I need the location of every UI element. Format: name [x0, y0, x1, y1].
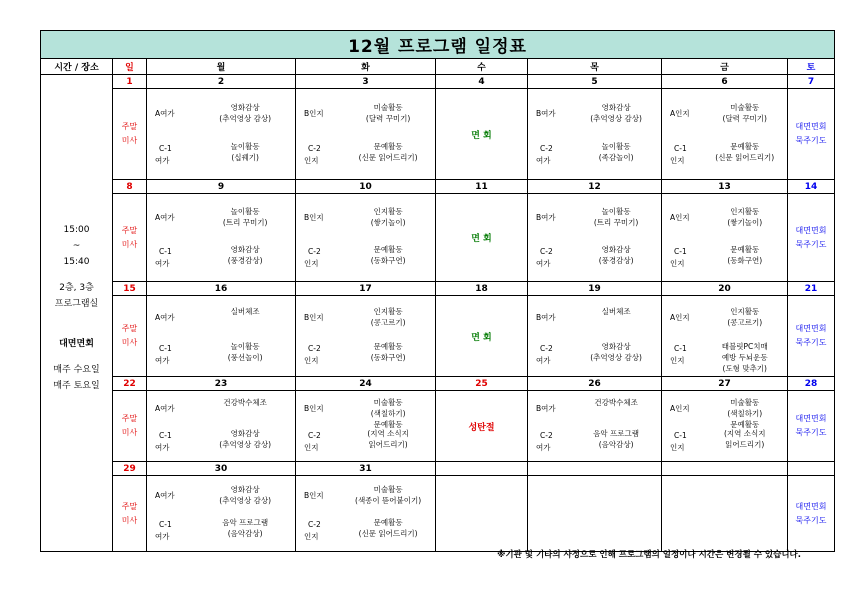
date-row	[41, 377, 835, 391]
sunday-cell	[113, 476, 147, 552]
sunday-line: 주말	[121, 225, 138, 235]
side-time1: 15:00	[63, 225, 90, 235]
sunday-line: 주말	[121, 414, 138, 423]
date-cell: 9	[147, 180, 296, 194]
group-label: C-2	[540, 144, 553, 153]
group-label: C-1	[159, 344, 172, 353]
date-cell	[662, 462, 788, 476]
day-cell	[528, 194, 662, 282]
group-label: B인지	[304, 313, 324, 322]
activity-text: 건강박수체조	[223, 398, 267, 407]
date-cell: 24	[296, 377, 436, 391]
day-cell	[528, 391, 662, 462]
date-cell: 7	[788, 75, 835, 89]
group-label: 여가	[536, 443, 551, 452]
day-cell	[528, 476, 662, 552]
header-thu: 목	[528, 59, 662, 75]
sunday-line: 주말	[121, 501, 138, 511]
date-cell: 4	[436, 75, 528, 89]
date-cell: 21	[788, 282, 835, 296]
activity-text: 영화감상 (추억영상 감상)	[219, 103, 272, 123]
group-label: 인지	[670, 259, 685, 268]
group-label: 여가	[155, 532, 170, 541]
day-cell	[662, 296, 788, 377]
date-cell: 27	[662, 377, 788, 391]
activity-text: 음악 프로그램 (음악감상)	[593, 429, 640, 449]
saturday-cell	[788, 194, 835, 282]
activity-text: 놀이활동 (족감놀이)	[598, 142, 634, 162]
activity-text: 건강박수체조	[594, 398, 638, 407]
activity-text: 미술활동 (달력 꾸미기)	[722, 103, 767, 123]
group-label: 인지	[670, 443, 685, 452]
sunday-line: 미사	[121, 515, 138, 525]
date-cell: 31	[296, 462, 436, 476]
activity-text: 놀이활동 (풍선놀이)	[227, 342, 263, 362]
side-every2: 매주 토요일	[53, 381, 100, 391]
activity-text: 실버체조	[230, 307, 260, 316]
header-mon: 월	[147, 59, 296, 75]
group-label: A여가	[155, 404, 175, 413]
activity-text: (지역 소식지 읽어드리기)	[367, 429, 409, 449]
activity-text: 미술활동 (색칠하기) 문예활동	[727, 398, 763, 429]
group-label: C-2	[540, 247, 553, 256]
date-cell: 28	[788, 377, 835, 391]
wednesday-cell: 면 회	[436, 296, 528, 377]
sunday-cell	[113, 89, 147, 180]
group-label: C-1	[674, 431, 687, 440]
day-cell	[147, 476, 296, 552]
activity-text: 문예활동 (동화구연)	[370, 245, 406, 265]
activity-text: 문예활동 (신문 읽어드리기)	[358, 142, 418, 162]
day-cell	[296, 391, 436, 462]
group-label: 인지	[670, 156, 685, 165]
group-label: 여가	[155, 259, 170, 268]
group-label: 여가	[536, 356, 551, 365]
activity-text: 미술활동 (달력 꾸미기)	[365, 103, 411, 123]
sunday-cell	[113, 194, 147, 282]
day-cell	[147, 391, 296, 462]
group-label: B인지	[304, 491, 324, 500]
sunday-cell	[113, 391, 147, 462]
group-label: B인지	[304, 109, 324, 118]
group-label: B인지	[304, 213, 324, 222]
activity-text: 영화감상 (추억영상 감상)	[590, 103, 642, 123]
sunday-line: 주말	[121, 324, 138, 333]
header-sun: 일	[113, 59, 147, 75]
saturday-line: 대면면회	[795, 414, 827, 423]
group-label: A여가	[155, 213, 175, 222]
saturday-line: 묵주기도	[795, 428, 827, 437]
activity-text: 놀이활동 (트리 꾸미기)	[222, 207, 268, 227]
date-cell: 15	[113, 282, 147, 296]
group-label: A인지	[670, 404, 690, 413]
time-place-column	[41, 75, 113, 552]
date-cell: 22	[113, 377, 147, 391]
day-cell	[147, 194, 296, 282]
date-row	[41, 75, 835, 89]
date-row	[41, 180, 835, 194]
activity-text: 놀이활동 (트리 꾸미기)	[593, 207, 639, 227]
group-label: 인지	[304, 443, 319, 452]
group-label: C-2	[308, 247, 321, 256]
group-label: C-1	[159, 247, 172, 256]
header-sat: 토	[788, 59, 835, 75]
group-label: A여가	[155, 313, 175, 322]
date-cell: 23	[147, 377, 296, 391]
saturday-line: 대면면회	[795, 501, 827, 511]
group-label: B여가	[536, 109, 556, 118]
date-cell: 26	[528, 377, 662, 391]
group-label: A여가	[155, 491, 175, 500]
wednesday-cell: 면 회	[436, 194, 528, 282]
date-cell	[436, 462, 528, 476]
saturday-line: 묵주기도	[795, 136, 827, 145]
date-cell: 1	[113, 75, 147, 89]
date-cell: 29	[113, 462, 147, 476]
activity-text: 음악 프로그램 (음악감상)	[222, 518, 269, 538]
group-label: A인지	[670, 109, 690, 118]
activity-text: 실버체조	[601, 307, 631, 316]
date-row	[41, 462, 835, 476]
day-cell	[147, 296, 296, 377]
activity-text: 영화감상 (풍경감상)	[227, 245, 263, 265]
group-label: C-2	[308, 431, 321, 440]
day-cell	[528, 296, 662, 377]
date-cell: 13	[662, 180, 788, 194]
date-cell: 16	[147, 282, 296, 296]
sunday-line: 미사	[121, 136, 138, 145]
day-cell	[147, 89, 296, 180]
activity-text: 인지활동 (쌓기놀이)	[370, 207, 406, 227]
day-cell	[528, 89, 662, 180]
date-cell: 18	[436, 282, 528, 296]
group-label: 여가	[155, 156, 170, 165]
header-tue: 화	[296, 59, 436, 75]
day-cell	[662, 476, 788, 552]
content-row	[41, 89, 835, 180]
group-label: A인지	[670, 313, 690, 322]
saturday-line: 대면면회	[795, 324, 827, 333]
group-label: 인지	[304, 156, 319, 165]
date-cell: 14	[788, 180, 835, 194]
side-room: 프로그램실	[54, 299, 99, 309]
day-cell	[662, 194, 788, 282]
content-row	[41, 296, 835, 377]
date-cell: 10	[296, 180, 436, 194]
sunday-line: 미사	[121, 239, 138, 249]
side-floor: 2층, 3층	[59, 283, 94, 293]
group-label: 인지	[304, 532, 319, 541]
date-cell: 11	[436, 180, 528, 194]
group-label: C-1	[674, 247, 687, 256]
date-row	[41, 282, 835, 296]
activity-text: 문예활동 (신문 읽어드리기)	[715, 142, 775, 162]
date-cell: 25	[436, 377, 528, 391]
group-label: C-1	[159, 144, 172, 153]
group-label: 인지	[670, 356, 685, 365]
date-cell: 3	[296, 75, 436, 89]
wednesday-cell	[436, 476, 528, 552]
header-place: 시간 / 장소	[41, 59, 113, 75]
content-row	[41, 476, 835, 552]
group-label: A여가	[155, 109, 175, 118]
side-tilde: ~	[72, 241, 81, 251]
date-cell: 19	[528, 282, 662, 296]
activity-text: 문예활동 (동화구연)	[727, 245, 763, 265]
side-visit: 대면면회	[59, 339, 94, 349]
page-title: 12월 프로그램 일정표	[41, 31, 835, 59]
activity-text: (지역 소식지 읽어드리기)	[723, 429, 766, 449]
saturday-line: 묵주기도	[795, 515, 827, 525]
saturday-line: 묵주기도	[795, 338, 827, 347]
side-time2: 15:40	[63, 257, 90, 267]
group-label: 여가	[155, 356, 170, 365]
content-row	[41, 194, 835, 282]
group-label: C-1	[674, 344, 687, 353]
group-label: C-2	[540, 431, 553, 440]
saturday-cell	[788, 89, 835, 180]
group-label: 인지	[304, 356, 319, 365]
saturday-line: 대면면회	[795, 225, 827, 235]
date-cell: 17	[296, 282, 436, 296]
group-label: B여가	[536, 313, 556, 322]
sunday-cell	[113, 296, 147, 377]
saturday-cell	[788, 476, 835, 552]
group-label: 여가	[536, 259, 551, 268]
schedule-table	[40, 30, 835, 552]
sunday-line: 주말	[121, 122, 138, 131]
date-cell: 5	[528, 75, 662, 89]
date-cell	[788, 462, 835, 476]
activity-text: 태블릿PC치매 예방 두뇌운동 (도형 맞추기)	[721, 342, 768, 373]
group-label: 여가	[536, 156, 551, 165]
header-wed: 수	[436, 59, 528, 75]
activity-text: 놀이활동 (십꿰기)	[230, 142, 260, 162]
date-cell: 6	[662, 75, 788, 89]
group-label: C-2	[540, 344, 553, 353]
day-cell	[662, 89, 788, 180]
day-cell	[296, 194, 436, 282]
saturday-cell	[788, 391, 835, 462]
saturday-line: 대면면회	[795, 122, 827, 131]
date-cell: 30	[147, 462, 296, 476]
activity-text: 미술활동 (색종이 뜯어붙이기)	[355, 485, 422, 505]
saturday-line: 묵주기도	[795, 239, 827, 249]
sunday-line: 미사	[121, 338, 138, 347]
day-cell	[662, 391, 788, 462]
group-label: C-2	[308, 344, 321, 353]
group-label: 여가	[155, 443, 170, 452]
date-cell: 12	[528, 180, 662, 194]
date-cell	[528, 462, 662, 476]
schedule-sheet	[40, 30, 827, 552]
footer-note: ※기관 및 기타의 사정으로 인해 프로그램의 일정이나 시간은 변경될 수 있습니다.	[497, 550, 801, 560]
group-label: C-1	[674, 144, 687, 153]
activity-text: 인지활동 (콩고르기)	[727, 307, 763, 327]
wednesday-cell: 면 회	[436, 89, 528, 180]
day-cell	[296, 296, 436, 377]
group-label: B여가	[536, 213, 556, 222]
activity-text: 영화감상 (추억영상 감상)	[219, 485, 272, 505]
activity-text: 영화감상 (추억영상 감상)	[590, 342, 642, 362]
group-label: B인지	[304, 404, 324, 413]
day-cell	[296, 89, 436, 180]
date-cell: 8	[113, 180, 147, 194]
group-label: 인지	[304, 259, 319, 268]
saturday-cell	[788, 296, 835, 377]
activity-text: 영화감상 (추억영상 감상)	[219, 429, 272, 449]
date-cell: 2	[147, 75, 296, 89]
sunday-line: 미사	[121, 428, 138, 437]
header-fri: 금	[662, 59, 788, 75]
activity-text: 인지활동 (쌓기놀이)	[727, 207, 763, 227]
activity-text: 문예활동 (동화구연)	[370, 342, 406, 362]
activity-text: 인지활동 (콩고르기)	[370, 307, 406, 327]
group-label: C-1	[159, 520, 172, 529]
day-cell	[296, 476, 436, 552]
activity-text: 문예활동 (신문 읽어드리기)	[358, 518, 418, 538]
group-label: C-2	[308, 520, 321, 529]
activity-text: 미술활동 (색칠하기) 문예활동	[370, 398, 406, 429]
side-every1: 매주 수요일	[53, 365, 100, 375]
content-row	[41, 391, 835, 462]
group-label: C-2	[308, 144, 321, 153]
wednesday-cell: 성탄절	[436, 391, 528, 462]
group-label: A인지	[670, 213, 690, 222]
group-label: B여가	[536, 404, 556, 413]
activity-text: 영화감상 (풍경감상)	[598, 245, 634, 265]
group-label: C-1	[159, 431, 172, 440]
date-cell: 20	[662, 282, 788, 296]
